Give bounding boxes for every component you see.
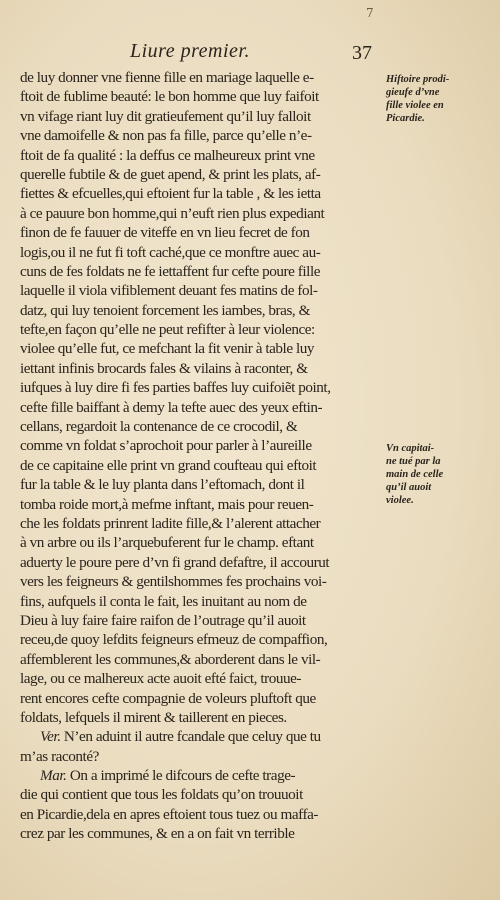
text-line <box>20 495 392 514</box>
text-line <box>20 766 392 785</box>
line-text: che les foldats prinrent ladite fille,& l’alerent attacher <box>20 514 321 532</box>
line-text: m’as raconté? <box>20 747 99 765</box>
line-text: cellans, regardoit la contenance de ce crocodil, & <box>20 418 298 436</box>
line-text: On a imprimé le difcours de cefte trage- <box>66 767 296 785</box>
text-line <box>20 243 392 262</box>
line-text: vers les feigneurs & gentilshommes fes prochains voi- <box>20 573 327 591</box>
text-line <box>20 572 392 591</box>
text-line <box>20 262 392 281</box>
text-line <box>20 126 392 145</box>
text-line <box>20 727 392 746</box>
text-line <box>20 301 392 320</box>
text-line <box>20 805 392 824</box>
text-line <box>20 378 392 397</box>
margin-note-line: qu’il auoit <box>386 482 432 493</box>
margin-note-line: violee. <box>386 495 414 506</box>
line-text: ftoit de fublime beauté: le bon homme que luy faifoit <box>20 88 319 106</box>
line-text: receu,de quoy lefdits feigneurs efmeuz de compaffion, <box>20 631 328 649</box>
line-text: cuns de fes foldats ne fe iettaffent fur cefte poure fille <box>20 262 321 280</box>
text-line <box>20 320 392 339</box>
line-text: finon de fe fauuer de viteffe en vn lieu fecret de fon <box>20 224 310 242</box>
line-text: die qui contient que tous les foldats qu’on trouuoit <box>20 786 303 804</box>
line-text: vne damoifelle & non pas fa fille, parce qu’elle n’e- <box>20 127 312 145</box>
line-text: rent encores cefte compagnie de voleurs pluftoft que <box>20 689 316 707</box>
line-text: violee qu’elle fut, ce mefchant la fit venir à table luy <box>20 340 315 358</box>
margin-note-line: Picardie. <box>386 113 425 125</box>
text-line <box>20 359 392 378</box>
line-text: iettant infinis brocards fales & vilains à raconter, & <box>20 359 308 377</box>
line-text: affemblerent les communes,& aborderent dans le vil- <box>20 650 321 668</box>
page-number: 37 <box>352 42 372 64</box>
line-text: logis,ou il ne fut fi toft caché,que ce monftre auec au- <box>20 243 321 261</box>
margin-note-line: Vn capitai- <box>386 443 435 454</box>
text-line <box>20 223 392 242</box>
text-line <box>20 747 392 766</box>
speaker-label: Mar. <box>40 767 67 785</box>
line-text: lage, ou ce malhereux acte auoit efté faict, trouue- <box>20 670 302 688</box>
line-text: tefte,en façon qu’elle ne peut refifter à leur violence: <box>20 321 315 339</box>
text-line <box>20 456 392 475</box>
text-line <box>20 824 392 843</box>
text-line <box>20 475 392 494</box>
text-line <box>20 281 392 300</box>
line-text: laquelle il viola vifiblement deuant fes matins de fol- <box>20 282 318 300</box>
line-text: de ce capitaine elle print vn grand coufteau qui eftoit <box>20 456 317 474</box>
line-text: querelle fubtile & de guet apend, & print les plats, af- <box>20 165 321 183</box>
margin-note-line: fille violee en <box>386 100 444 112</box>
text-line <box>20 204 392 223</box>
text-line <box>20 339 392 358</box>
text-line <box>20 689 392 708</box>
text-line <box>20 611 392 630</box>
line-text: en Picardie,dela en apres eftoient tous tuez ou maffa- <box>20 805 319 823</box>
line-text: tomba roide mort,à mefme inftant, mais pour reuen- <box>20 495 314 513</box>
line-text: iufques à luy dire fi fes parties baffes luy cuifoiẽt point, <box>20 379 331 397</box>
line-text: aduerty le poure pere d’vn fi grand defaftre, il accourut <box>20 553 330 571</box>
line-text: crez par les communes, & en a on fait vn terrible <box>20 825 295 843</box>
text-line <box>20 398 392 417</box>
margin-note-line: Hiftoire prodi- <box>386 74 450 86</box>
line-text: ftoit de fa qualité : la deffus ce malheureux print vne <box>20 146 315 164</box>
header-mark: 7 <box>366 6 374 20</box>
line-text: foldats, lefquels il mirent & taillerent en pieces. <box>20 708 287 726</box>
text-line <box>20 708 392 727</box>
text-line <box>20 436 392 455</box>
text-line <box>20 68 392 87</box>
line-text: fur la table & le luy planta dans l’eftomach, dont il <box>20 476 305 494</box>
text-line <box>20 107 392 126</box>
text-line <box>20 514 392 533</box>
text-line <box>20 553 392 572</box>
text-line <box>20 630 392 649</box>
text-line <box>20 669 392 688</box>
text-line <box>20 533 392 552</box>
text-line <box>20 165 392 184</box>
line-text: fiettes & efcuelles,qui eftoient fur la table , & les ietta <box>20 185 321 203</box>
body-text <box>20 68 392 844</box>
line-text: à vn arbre ou ils l’arquebuferent fur le champ. eftant <box>20 534 314 552</box>
text-line <box>20 785 392 804</box>
line-text: Dieu à luy faire faire raifon de l’outrage qu’il auoit <box>20 611 306 629</box>
line-text: vn vifage riant luy dit gratieufement qu’il luy falloit <box>20 107 311 125</box>
text-line <box>20 592 392 611</box>
margin-note <box>386 442 496 507</box>
speaker-label: Ver. <box>40 728 61 746</box>
line-text: comme vn foldat s’aprochoit pour parler à l’aureille <box>20 437 312 455</box>
margin-note-line: gieufe d’vne <box>386 87 440 99</box>
text-line <box>20 650 392 669</box>
margin-note-line: ne tué par la <box>386 456 441 467</box>
margin-note-line: main de celle <box>386 469 444 480</box>
running-title: Liure premier. <box>130 40 250 62</box>
line-text: de luy donner vne fienne fille en mariage laquelle e- <box>20 69 314 86</box>
text-line <box>20 184 392 203</box>
margin-note <box>386 73 496 125</box>
line-text: à ce pauure bon homme,qui n’euft rien plus expediant <box>20 204 325 222</box>
text-line <box>20 87 392 106</box>
line-text: N’en aduint il autre fcandale que celuy que tu <box>60 728 321 746</box>
text-line <box>20 146 392 165</box>
line-text: datz, qui luy tenoient forcement les iambes, bras, & <box>20 301 310 319</box>
line-text: fins, aufquels il conta le fait, les inuitant au nom de <box>20 592 307 610</box>
text-line <box>20 417 392 436</box>
line-text: cefte fille baiffant à demy la tefte auec des yeux eftin- <box>20 398 323 416</box>
